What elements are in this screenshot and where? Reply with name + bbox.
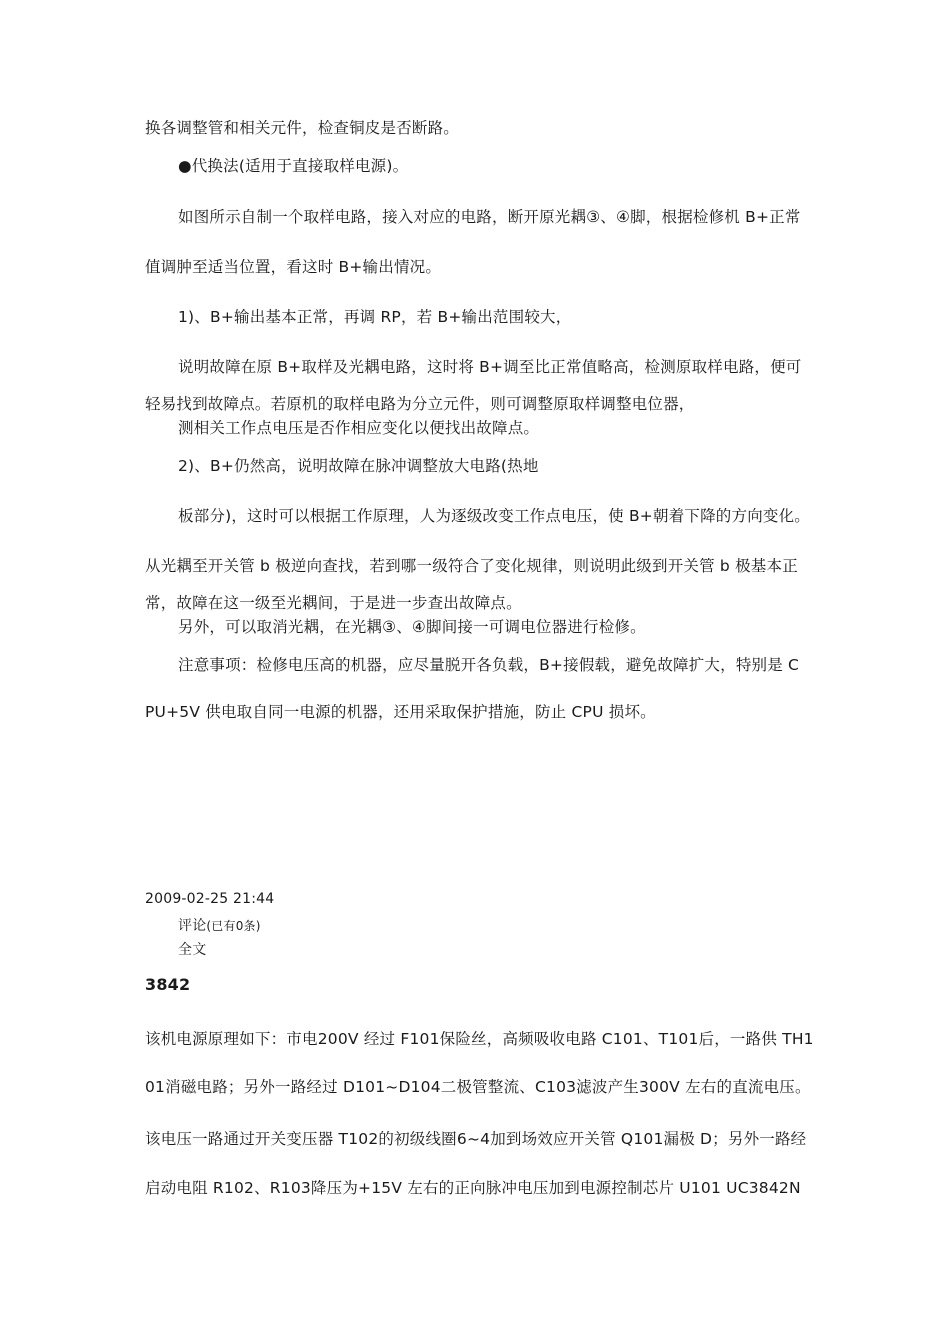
paragraph-line: 值调肿至适当位置，看这时 B+输出情况。: [145, 258, 442, 276]
paragraph-line: 2)、B+仍然高，说明故障在脉冲调整放大电路(热地: [178, 457, 539, 475]
paragraph-line: 测相关工作点电压是否作相应变化以便找出故障点。: [178, 419, 540, 437]
paragraph-line: 从光耦至开关管 b 极逆向查找，若到哪一级符合了变化规律，则说明此级到开关管 b 极基本正: [145, 557, 798, 575]
paragraph-line: 换各调整管和相关元件，检查铜皮是否断路。: [145, 119, 460, 137]
paragraph-line: 注意事项：检修电压高的机器，应尽量脱开各负载，B+接假载，避免故障扩大，特别是 C: [178, 656, 800, 674]
paragraph-line: 板部分)，这时可以根据工作原理，人为逐级改变工作点电压，使 B+朝着下降的方向变化。: [178, 507, 810, 525]
comments-label[interactable]: 评论: [178, 918, 207, 934]
section-paragraph-line: 01消磁电路；另外一路经过 D101~D104二极管整流、C103滤波产生300V 左右的直流电压。: [145, 1078, 811, 1096]
section-title: 3842: [145, 975, 191, 994]
comments-count: (已有0条): [206, 919, 261, 933]
section-paragraph-line: 该电压一路通过开关变压器 T102的初级线圈6~4加到场效应开关管 Q101漏极 D；另外一路经: [145, 1130, 807, 1148]
paragraph-line: 轻易找到故障点。若原机的取样电路为分立元件，则可调整原取样调整电位器，: [145, 395, 695, 413]
paragraph-line: PU+5V 供电取自同一电源的机器，还用采取保护措施，防止 CPU 损坏。: [145, 703, 656, 721]
post-timestamp: 2009-02-25 21:44: [145, 891, 275, 907]
paragraph-line: 如图所示自制一个取样电路，接入对应的电路，断开原光耦③、④脚，根据检修机 B+正常: [178, 208, 801, 226]
paragraph-line: 说明故障在原 B+取样及光耦电路，这时将 B+调至比正常值略高，检测原取样电路，便可: [178, 358, 802, 376]
paragraph-line: 另外，可以取消光耦，在光耦③、④脚间接一可调电位器进行检修。: [178, 618, 646, 636]
section-paragraph-line: 该机电源原理如下：市电200V 经过 F101保险丝，高频吸收电路 C101、T101后，一路供 TH1: [145, 1030, 814, 1048]
paragraph-line: 常，故障在这一级至光耦间，于是进一步查出故障点。: [145, 594, 522, 612]
section-paragraph-line: 启动电阻 R102、R103降压为+15V 左右的正向脉冲电压加到电源控制芯片 U101 UC3842N: [145, 1179, 801, 1197]
paragraph-line: 1)、B+输出基本正常，再调 RP，若 B+输出范围较大，: [178, 308, 572, 326]
paragraph-line: ●代换法(适用于直接取样电源)。: [178, 157, 409, 175]
full-text-link[interactable]: 全文: [178, 942, 207, 958]
comments-link[interactable]: [178, 916, 261, 936]
